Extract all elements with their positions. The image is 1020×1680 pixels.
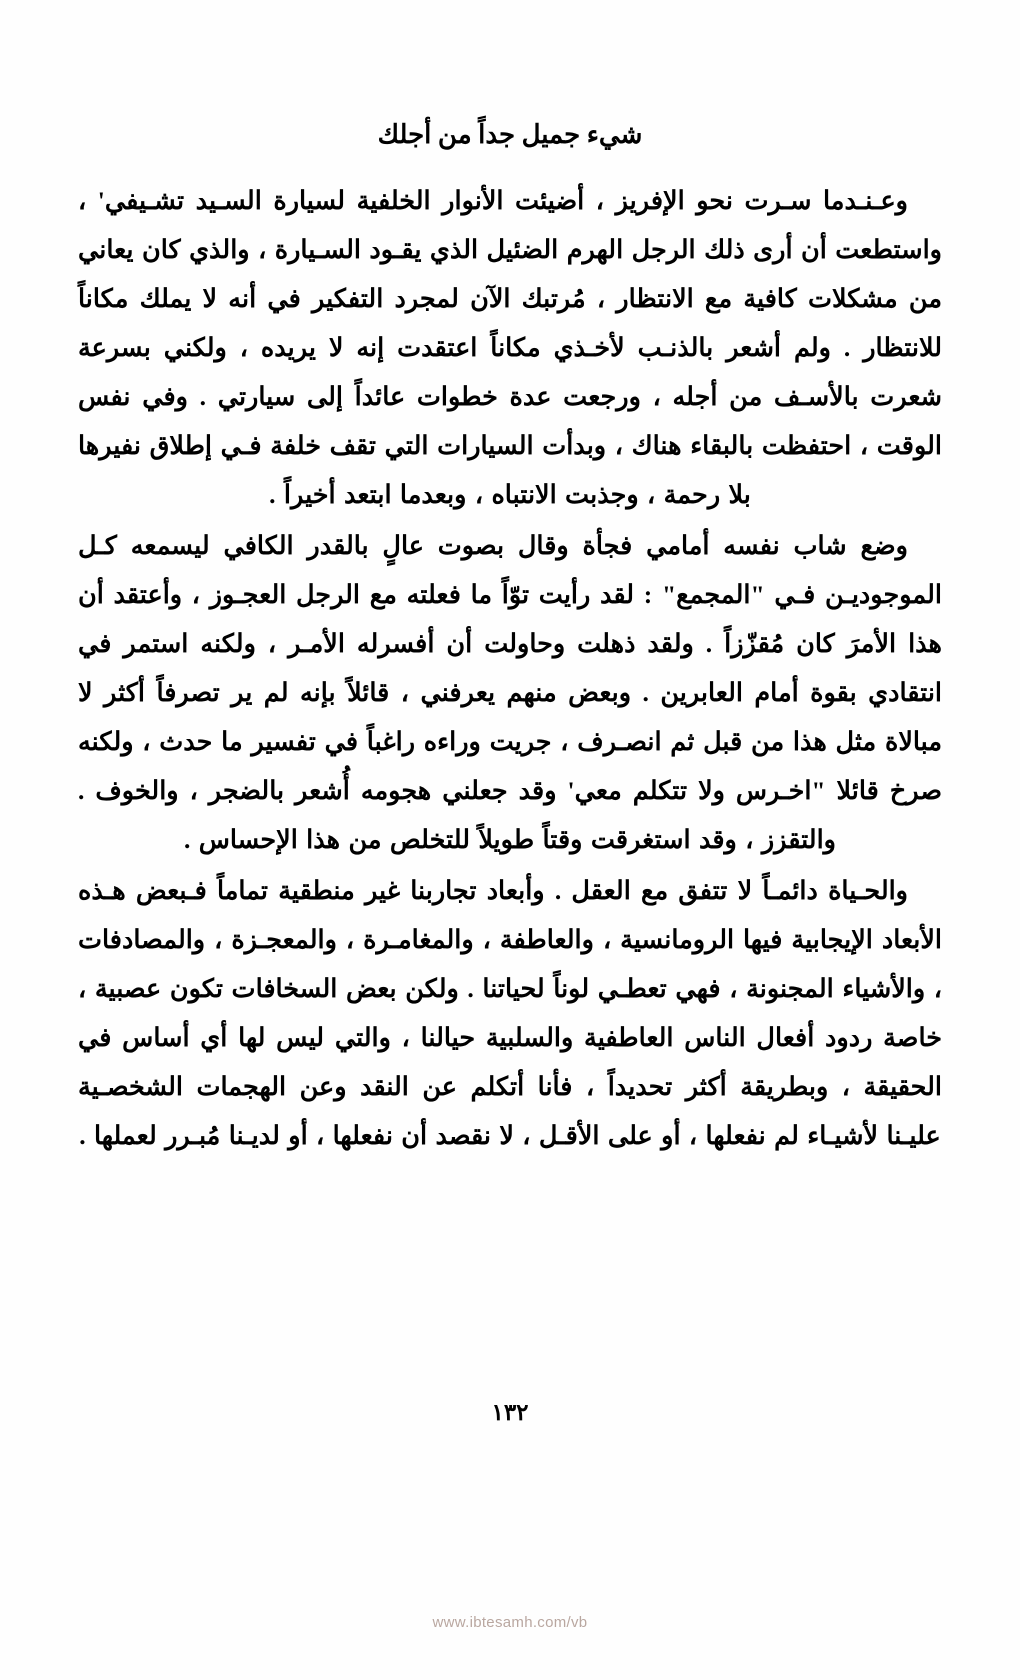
paragraph-3: والحـياة دائمـاً لا تتفق مع العقل . وأبعاد تجاربنا غير منطقية تماماً فـبعض هـذه الأبعاد الإيجابية فيها الرومانسية ، والعاطفة ، والمغامـرة ، والمعجـزة ، والمصادفات ، والأشياء المجنونة ، فهي تعطـي لوناً لحياتنا . ولكن بعض السخافات تكون عصبية ، خاصة ردود أفعال الناس العاطفية والسلبية حيالنا ، والتي ليس لها أي أساس في الحقيقة ، وبطريقة أكثر تحديداً ، فأنا أتكلم عن النقد وعن الهجمات الشخصـية عليـنا لأشيـاء لم نفعلها ، أو على الأقـل ، لا نقصد أن نفعلها ، أو لديـنا مُبـرر لعملها . xyxy=(78,876,942,1150)
page-content xyxy=(78,120,942,1160)
page-title: شيء جميل جداً من أجلك xyxy=(377,120,643,149)
paragraph-1: وعـنـدما سـرت نحو الإفريز ، أضيئت الأنوار الخلفية لسيارة السـيد تشـيفي' ، واستطعت أن أرى ذلك الرجل الهرم الضئيل الذي يقـود السـيارة ، والذي كان يعاني من مشكلات كافية مع الانتظار ، مُرتبك الآن لمجرد التفكير في أنه لا يملك مكاناً للانتظار . ولم أشعر بالذنـب لأخـذي مكاناً اعتقدت إنه لا يريده ، ولكني بسرعة شعرت بالأسـف من أجله ، ورجعت عدة خطوات عائداً إلى سيارتي . وفي نفس الوقت ، احتفظت بالبقاء هناك ، وبدأت السيارات التي تقف خلفة فـي إطلاق نفيرها بلا رحمة ، وجذبت الانتباه ، وبعدما ابتعد أخيراً . xyxy=(78,186,942,509)
paragraph-2: وضع شاب نفسه أمامي فجأة وقال بصوت عالٍ بالقدر الكافي ليسمعه كـل الموجوديـن فـي "المجمع" : لقد رأيت توّاً ما فعلته مع الرجل العجـوز ، وأعتقد أن هذا الأمرَ كان مُقزّزاً . ولقد ذهلت وحاولت أن أفسرله الأمـر ، ولكنه استمر في انتقادي بقوة أمام العابرين . وبعض منهم يعرفني ، قائلاً بإنه لم ير تصرفاً أكثر لا مبالاة مثل هذا من قبل ثم انصـرف ، جريت وراءه راغباً في تفسير ما حدث ، ولكنه صرخ قائلا "اخـرس ولا تتكلم معي' وقد جعلني هجومه أُشعر بالضجر ، والخوف . والتقزز ، وقد استغرقت وقتاً طويلاً للتخلص من هذا الإحساس . xyxy=(78,531,942,854)
watermark-url: www.ibtesamh.com/vb xyxy=(432,1614,588,1631)
page-number: ١٣٢ xyxy=(491,1400,529,1425)
body-text xyxy=(78,176,942,1160)
